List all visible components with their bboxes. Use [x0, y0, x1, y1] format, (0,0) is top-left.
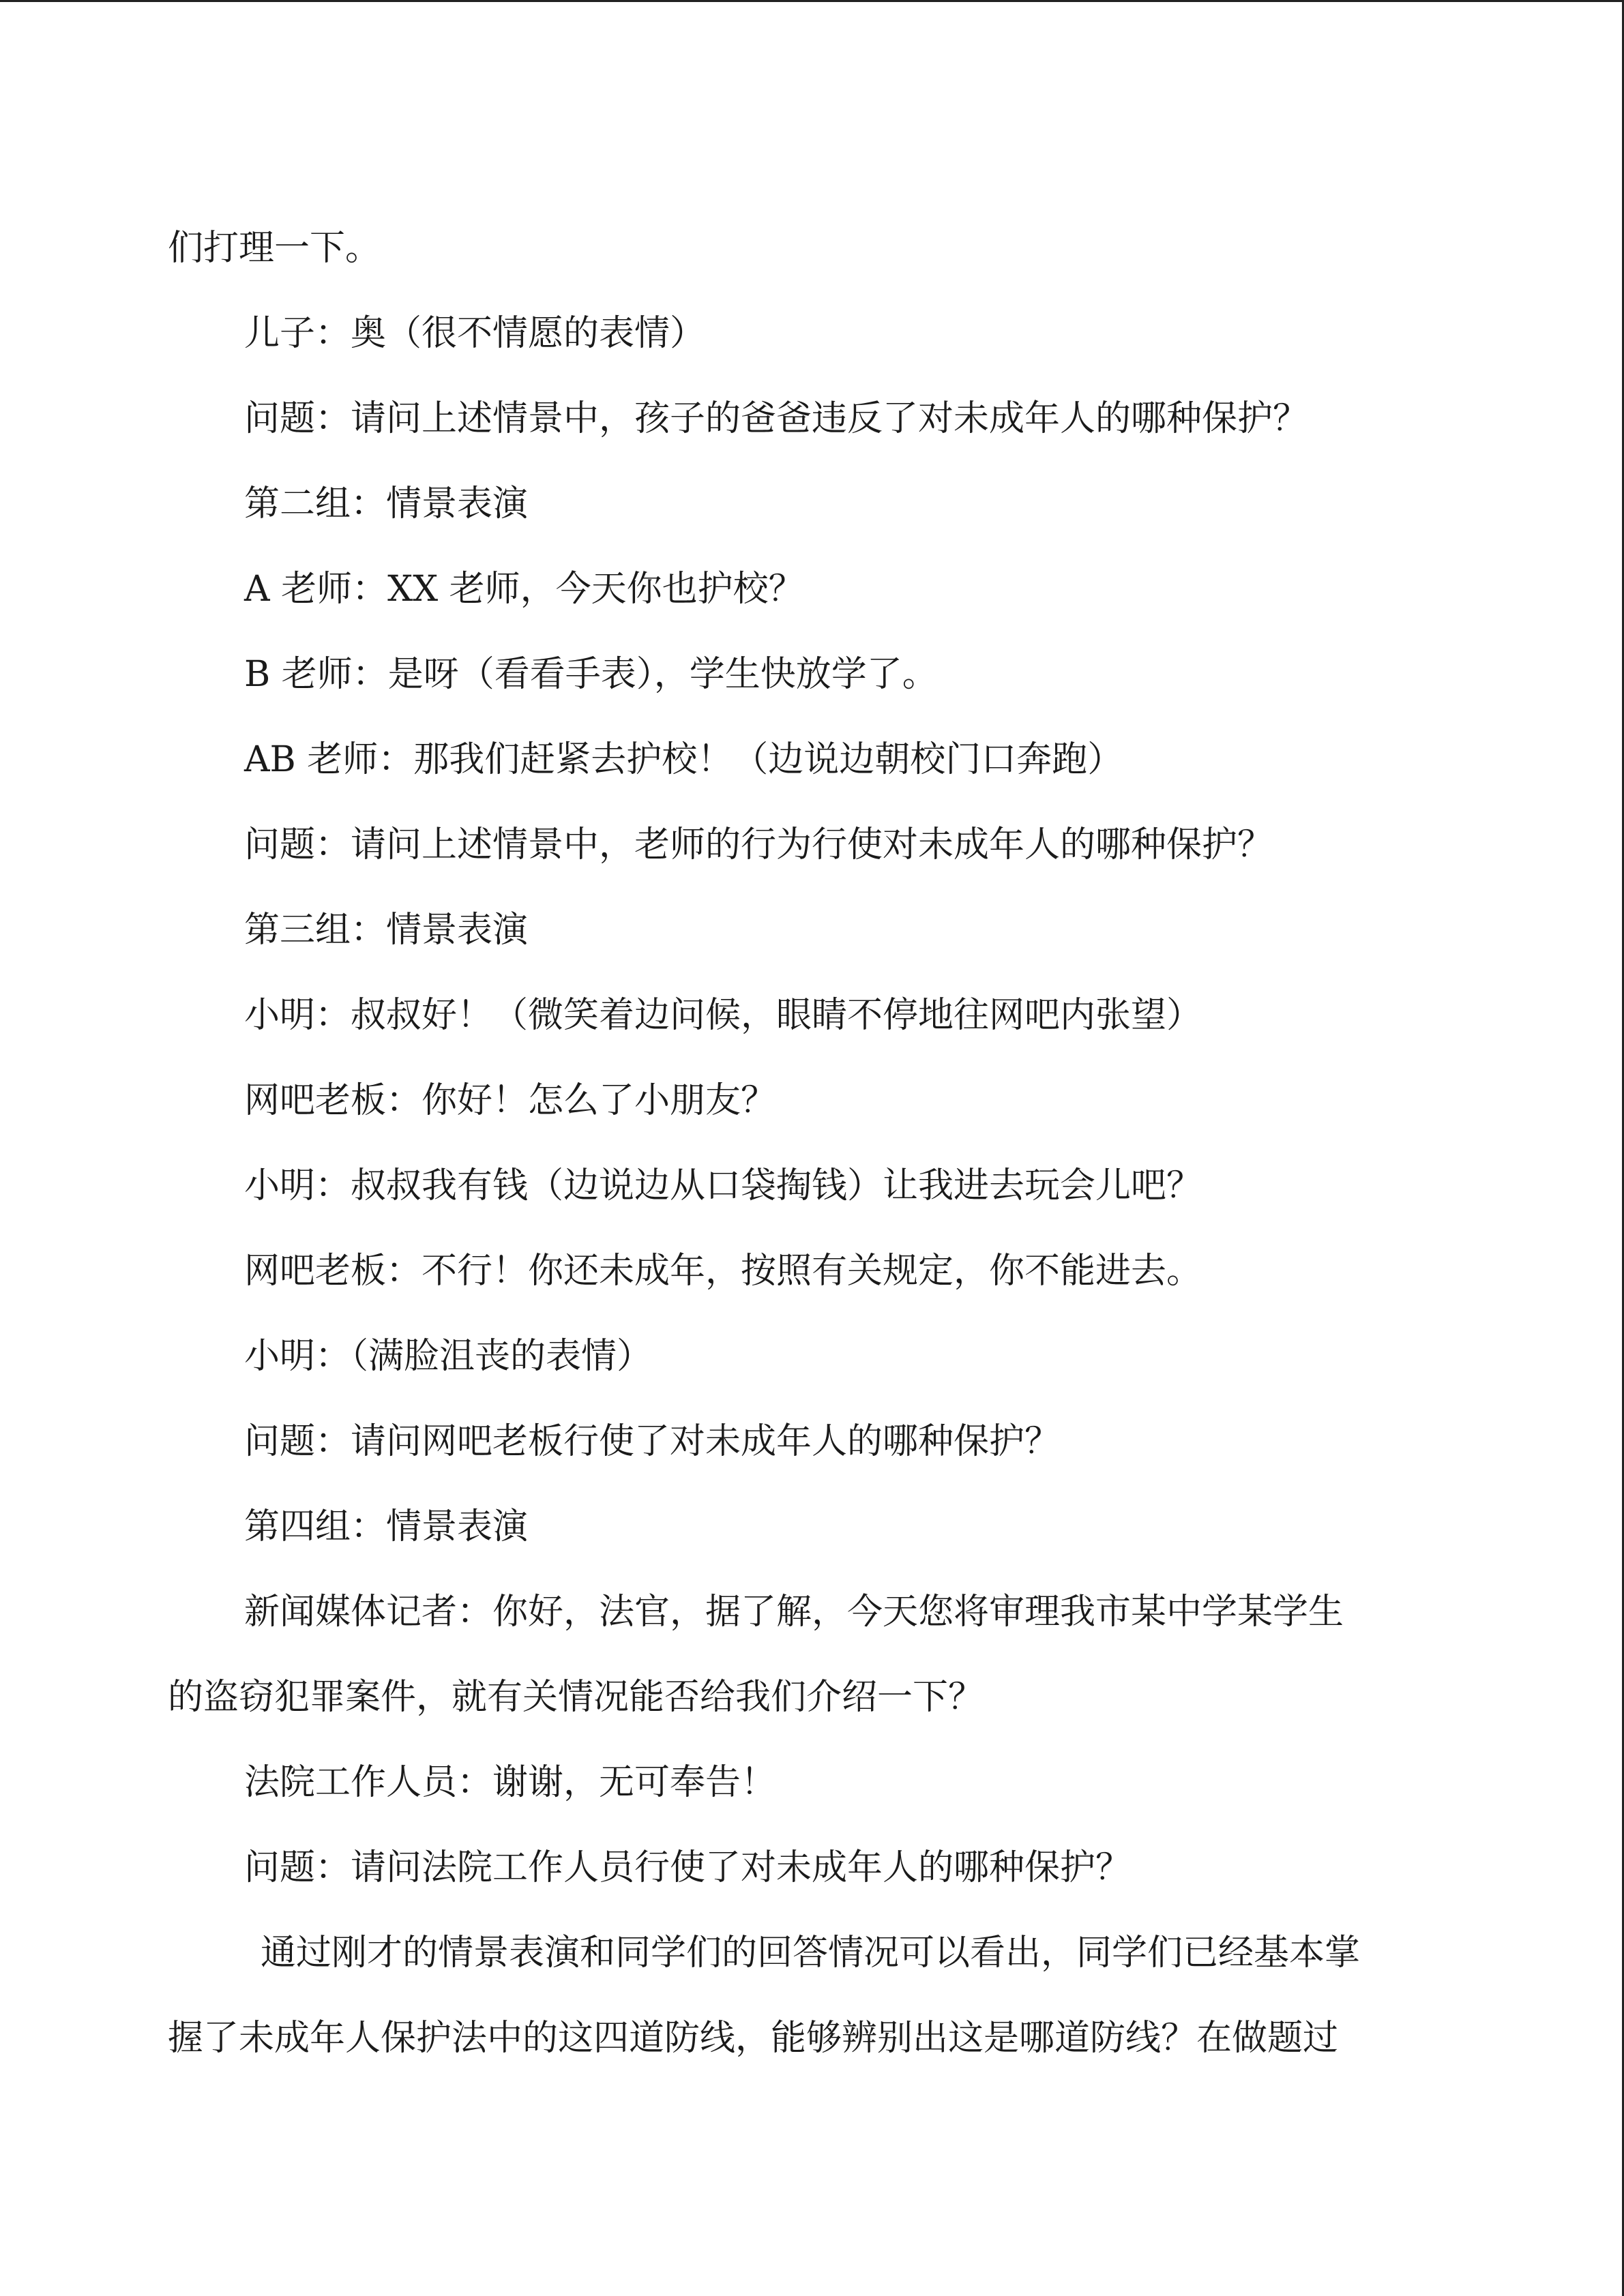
text-line: 通过刚才的情景表演和同学们的回答情况可以看出，同学们已经基本掌: [261, 1933, 1361, 1973]
text-line: 问题：请问网吧老板行使了对未成年人的哪种保护？: [244, 1421, 1061, 1462]
section-heading: 第三组：情景表演: [244, 910, 529, 951]
text-line: 新闻媒体记者：你好，法官，据了解，今天您将审理我市某中学某学生: [244, 1592, 1344, 1632]
text-line: 小明：叔叔我有钱（边说边从口袋掏钱）让我进去玩会儿吧？: [244, 1165, 1202, 1206]
section-heading: 第二组：情景表演: [244, 483, 529, 524]
section-heading: 第四组：情景表演: [244, 1506, 529, 1547]
text-line: 网吧老板：你好！怎么了小朋友？: [244, 1080, 777, 1121]
text-line: 问题：请问上述情景中，孩子的爸爸违反了对未成年人的哪种保护？: [244, 398, 1309, 439]
text-line: B 老师：是呀（看看手表），学生快放学了。: [244, 654, 938, 695]
text-line: 握了未成年人保护法中的这四道防线，能够辨别出这是哪道防线？在做题过: [168, 2018, 1339, 2059]
text-line: AB 老师：那我们赶紧去护校！（边说边朝校门口奔跑）: [244, 739, 1123, 780]
text-line: A 老师：XX 老师，今天你也护校？: [244, 569, 804, 610]
text-line: 法院工作人员：谢谢，无可奉告！: [244, 1762, 777, 1803]
document-body: [168, 206, 1457, 2081]
text-line: 儿子：奥（很不情愿的表情）: [244, 313, 706, 354]
text-line: 小明：（满脸沮丧的表情）: [244, 1336, 653, 1377]
text-line: 小明：叔叔好！（微笑着边问候，眼睛不停地往网吧内张望）: [244, 995, 1202, 1036]
text-line: 网吧老板：不行！你还未成年，按照有关规定，你不能进去。: [244, 1251, 1202, 1292]
text-line: 的盗窃犯罪案件，就有关情况能否给我们介绍一下？: [168, 1677, 984, 1718]
text-line: 们打理一下。: [168, 228, 381, 269]
text-line: 问题：请问法院工作人员行使了对未成年人的哪种保护？: [244, 1847, 1132, 1888]
text-line: 问题：请问上述情景中，老师的行为行使对未成年人的哪种保护？: [244, 824, 1273, 865]
